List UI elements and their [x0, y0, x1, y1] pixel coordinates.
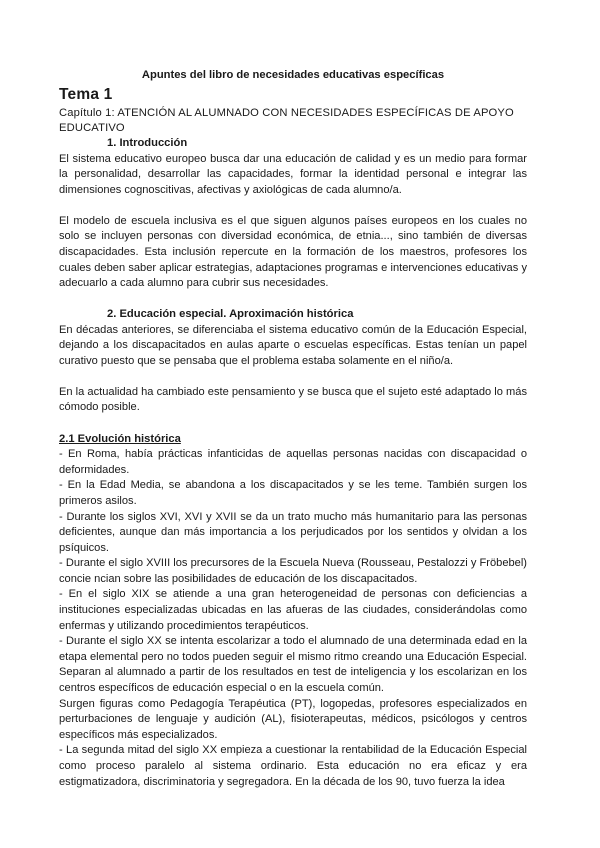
list-item: - En el siglo XIX se atiende a una gran heterogeneidad de personas con deficiencias a instituciones especializadas ubicadas en las afueras de las ciudades, considerándolas como enfermas y utilizando procedimientos terapéuticos.: [59, 588, 527, 632]
section-heading-educacion-especial: 2. Educación especial. Aproximación histórica: [107, 308, 354, 321]
spacer: [59, 198, 527, 214]
paragraph: En décadas anteriores, se diferenciaba el sistema educativo común de la Educación Especial, dejando a los discapacitados en aulas aparte o escuelas específicas. Estas tenían un papel curativo puesto que se pensaba que el problema estaba solamente en el niño/a.: [59, 323, 527, 367]
list-item: - Durante el siglo XX se intenta escolarizar a todo el alumnado de una determinada edad en la etapa elemental pero no todos pueden seguir el mismo ritmo creando una Educación Especial. Separan al alumnado a partir de los resultados en test de inteligencia y los escolarizan en los centros específicos de educación especial o en la escuela común.: [59, 635, 527, 695]
list-item: - En la Edad Media, se abandona a los discapacitados y se les teme. También surgen los primeros asilos.: [59, 479, 527, 507]
spacer: [59, 416, 527, 432]
list-item: - La segunda mitad del siglo XX empieza a cuestionar la rentabilidad de la Educación Especial como proceso paralelo al sistema ordinario. Esta educación no era eficaz y era estigmatizadora, discriminatoria y segregadora. En la década de los 90, tuvo fuerza la idea: [59, 744, 527, 788]
section-heading-introduccion: 1. Introducción: [107, 137, 188, 150]
subsection-heading-evolucion: 2.1 Evolución histórica: [59, 432, 181, 445]
document-title: Apuntes del libro de necesidades educativas específicas: [141, 69, 445, 81]
spacer: [59, 292, 527, 308]
list-item: Surgen figuras como Pedagogía Terapéutica (PT), logopedas, profesores especializados en perturbaciones de lenguaje y audición (AL), fisioterapeutas, médicos, psicólogos y centros específicos más especializados.: [59, 697, 527, 741]
paragraph: En la actualidad ha cambiado este pensamiento y se busca que el sujeto esté adaptado lo más cómodo posible.: [59, 385, 527, 414]
paragraph: El modelo de escuela inclusiva es el que siguen algunos países europeos en los cuales no solo se incluyen personas con diversidad económica, de etnia..., sino también de diversas discapacidades. Esta inclusión repercute en la formación de los maestros, profesores los cuales deben saber aplicar estrategias, adaptaciones programas e intervenciones educativas y adecuarlo a cada alumno para cubrir sus necesidades.: [59, 214, 527, 290]
list-item: - Durante los siglos XVI, XVI y XVII se da un trato mucho más humanitario para las personas deficientes, aunque dan más importancia a los perjudicados por los sentidos y olvidan a los psíquicos.: [59, 510, 527, 554]
paragraph: El sistema educativo europeo busca dar una educación de calidad y es un medio para formar la personalidad, desarrollar las capacidades, formar la identidad personal e integrar las dimensiones cognoscitivas, afectivas y axiológicas de cada alumno/a.: [59, 152, 527, 196]
list-item: - En Roma, había prácticas infanticidas de aquellas personas nacidas con discapacidad o deformidades.: [59, 448, 527, 476]
tema-heading: Tema 1: [59, 86, 113, 103]
document-page: [59, 68, 527, 790]
spacer: [59, 369, 527, 385]
list-item: - Durante el siglo XVIII los precursores de la Escuela Nueva (Rousseau, Pestalozzi y Fröbebel) concie ncian sobre las posibilidades de educación de los discapacitados.: [59, 557, 527, 585]
chapter-heading: Capítulo 1: ATENCIÓN AL ALUMNADO CON NECESIDADES ESPECÍFICAS DE APOYO EDUCATIVO: [59, 107, 514, 135]
